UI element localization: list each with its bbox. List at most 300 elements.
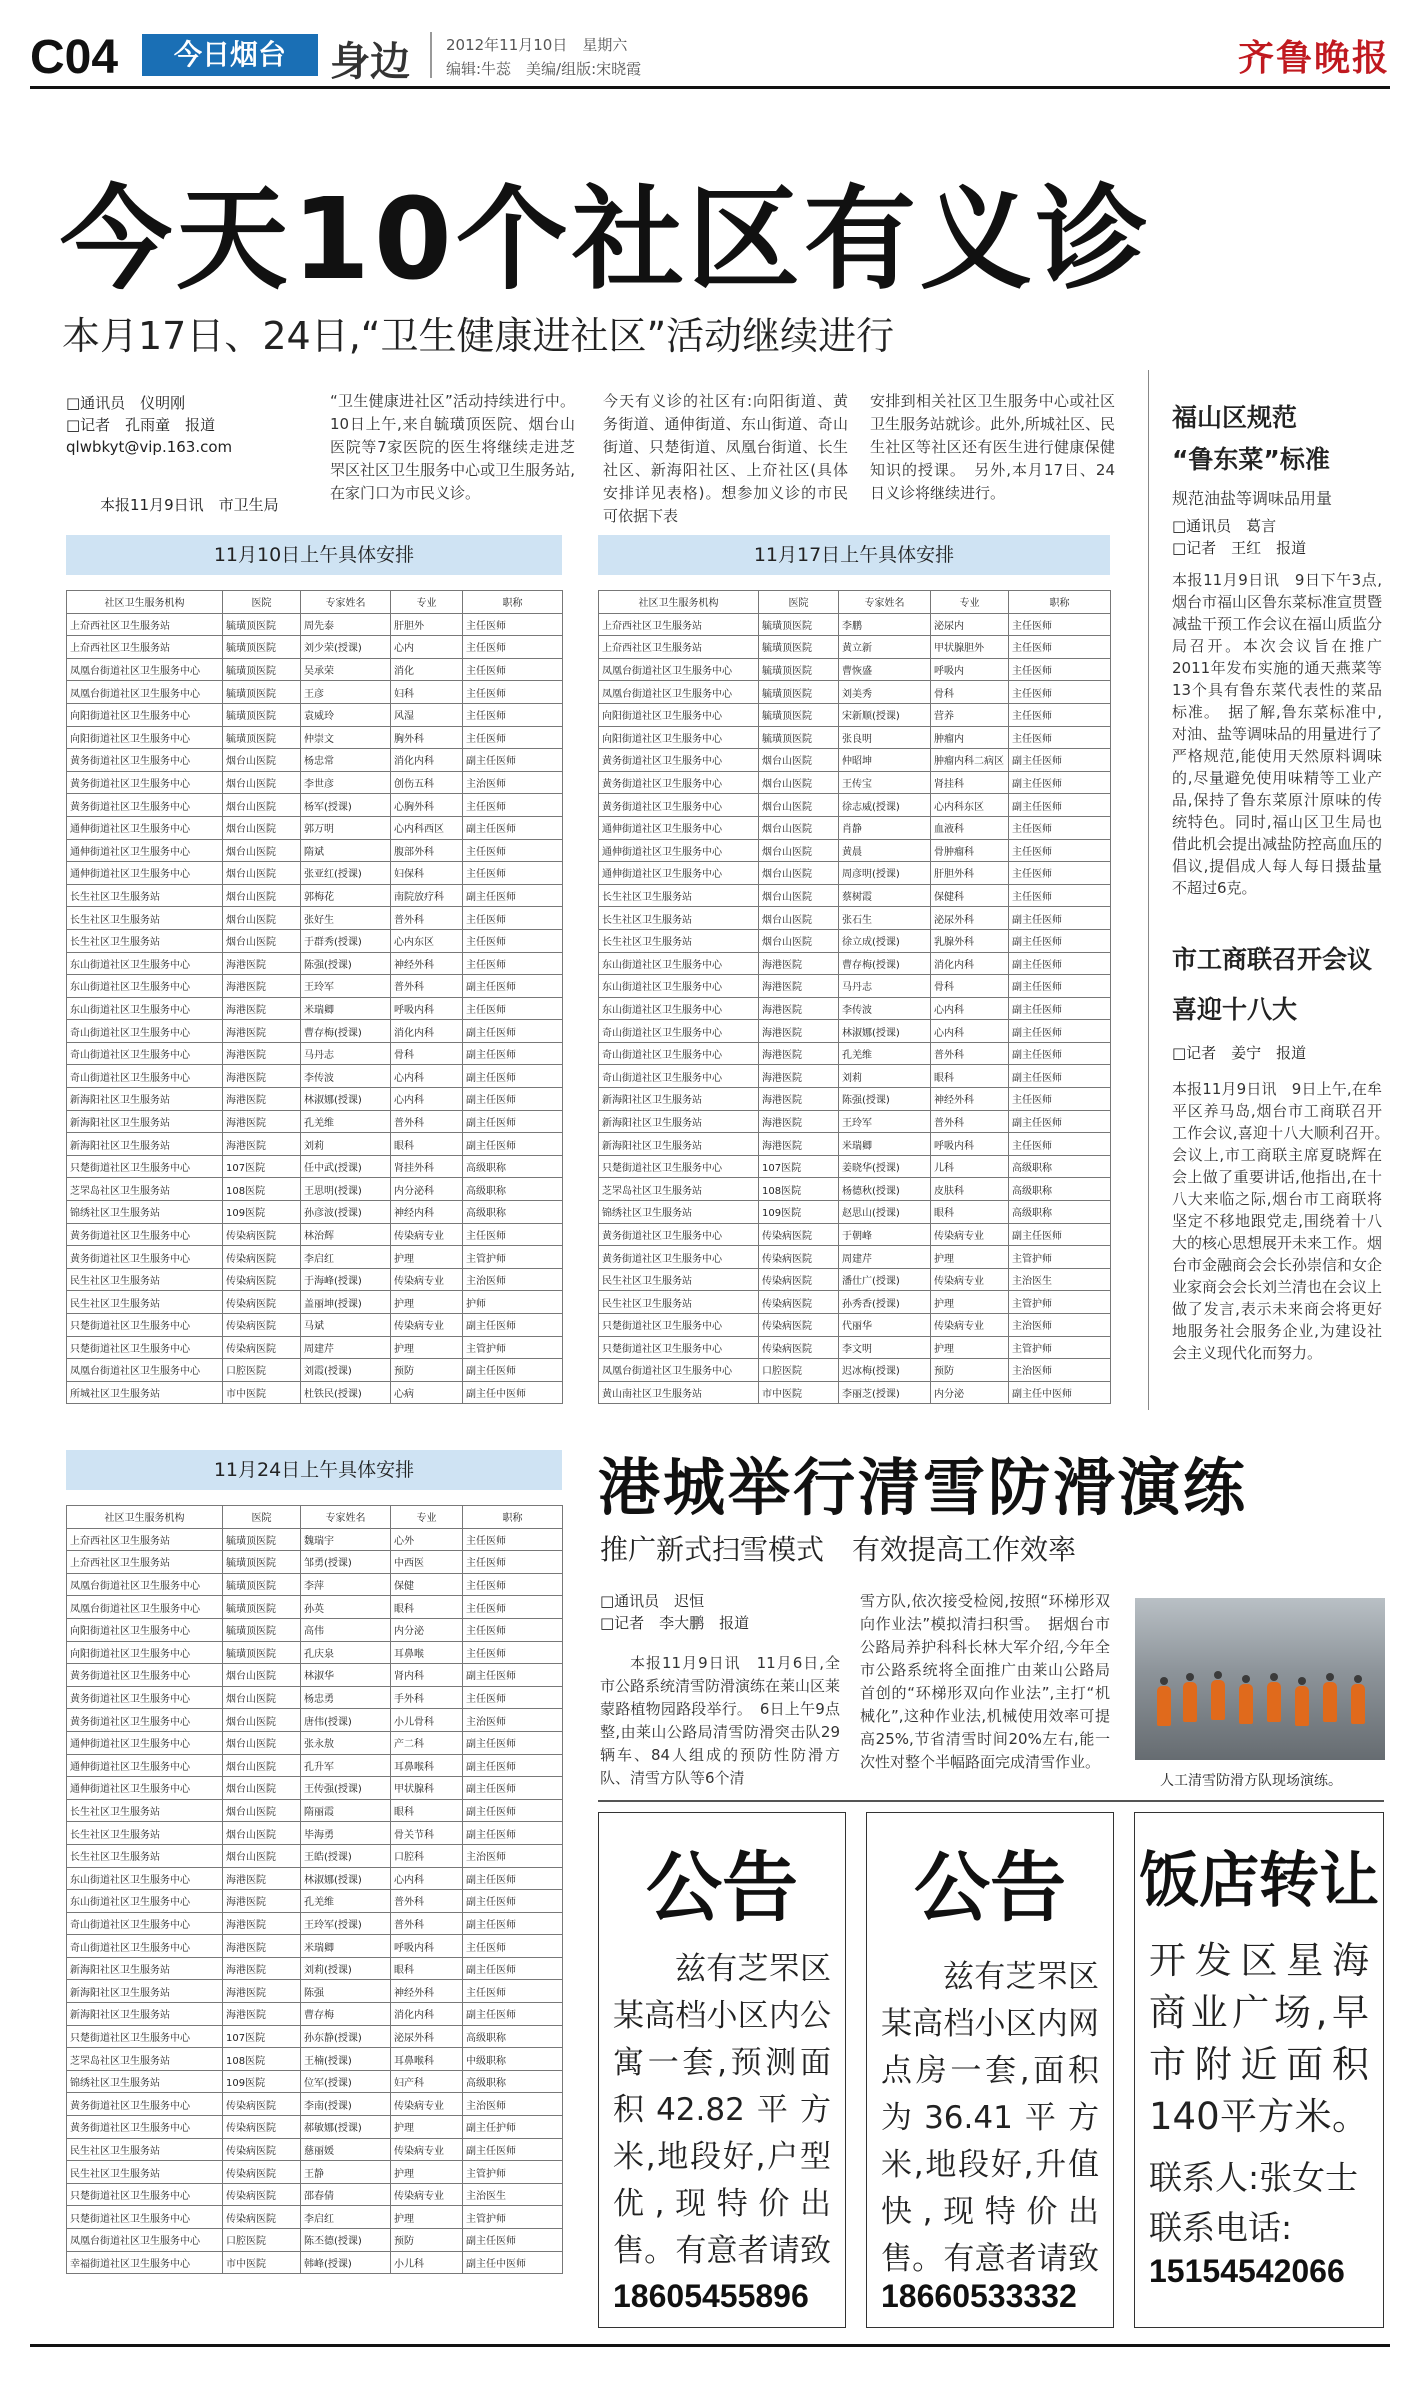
table-cell: 副主任中医师 bbox=[463, 2251, 563, 2274]
sidebar-byline: □记者 姜宁 报道 bbox=[1172, 1044, 1307, 1062]
table-cell: 向阳街道社区卫生服务中心 bbox=[599, 703, 759, 726]
column-header: 专家姓名 bbox=[839, 591, 931, 614]
table-cell: 甲状腺科 bbox=[391, 1777, 463, 1800]
table-cell: 奇山街道社区卫生服务中心 bbox=[599, 1042, 759, 1065]
sidebar-article-chamber bbox=[1172, 940, 1382, 1428]
table-row bbox=[67, 1618, 563, 1641]
table-cell: 主任医师 bbox=[463, 613, 563, 636]
table-cell: 传染病医院 bbox=[759, 1314, 839, 1337]
table-row bbox=[67, 1314, 563, 1337]
table-cell: 护理 bbox=[391, 1291, 463, 1314]
table-cell: 毓璜顶医院 bbox=[223, 1528, 301, 1551]
table-cell: 副主任医师 bbox=[463, 1664, 563, 1687]
table-cell: 传染病医院 bbox=[223, 2206, 301, 2229]
table-cell: 黄务街道社区卫生服务中心 bbox=[67, 771, 223, 794]
table-cell: 肝胆外科 bbox=[931, 862, 1009, 885]
table-cell: 108医院 bbox=[759, 1178, 839, 1201]
table-cell: 副主任医师 bbox=[1009, 997, 1111, 1020]
table-cell: 南院放疗科 bbox=[391, 884, 463, 907]
table-row bbox=[599, 636, 1111, 659]
table-cell: 肿瘤内科二病区 bbox=[931, 749, 1009, 772]
table-cell: 主任医师 bbox=[463, 1641, 563, 1664]
table-row bbox=[67, 2070, 563, 2093]
table-cell: 曹恢盛 bbox=[839, 658, 931, 681]
table-cell: 主任医师 bbox=[1009, 839, 1111, 862]
table-row bbox=[599, 1201, 1111, 1224]
table-cell: 吴承荣 bbox=[301, 658, 391, 681]
table-cell: 东山街道社区卫生服务中心 bbox=[67, 997, 223, 1020]
table-cell: 副主任中医师 bbox=[1009, 1381, 1111, 1404]
schedule-nov24-title: 11月24日上午具体安排 bbox=[66, 1450, 562, 1490]
snow-subheadline: 推广新式扫雪模式 有效提高工作效率 bbox=[600, 1533, 1077, 1566]
table-row bbox=[67, 1020, 563, 1043]
table-cell: 主任医师 bbox=[1009, 703, 1111, 726]
table-cell: 胸外科 bbox=[391, 726, 463, 749]
column-header: 社区卫生服务机构 bbox=[67, 591, 223, 614]
column-header: 专业 bbox=[391, 1506, 463, 1529]
table-cell: 王玲军 bbox=[839, 1110, 931, 1133]
table-cell: 黄务街道社区卫生服务中心 bbox=[67, 1223, 223, 1246]
table-cell: 主任医师 bbox=[463, 952, 563, 975]
sidebar-body: 本报11月9日讯 9日上午,在牟平区养马岛,烟台市工商联召开工作会议,喜迎十八大顺利召开。 会议上,市工商联主席夏晓辉在会上做了重要讲话,他指出,在十八大来临之际,烟台市工商联将坚定不移地跟党走,围绕着十八大的核心思想展开未来工作。烟台市金融商会会长孙崇信和女企业家商会会长刘兰清也在会议上做了发言,表示未来商会将更好地服务社会服务企业,为建设社会主义现代化而努力。 bbox=[1172, 1080, 1382, 1362]
table-cell: 新海阳社区卫生服务站 bbox=[67, 1110, 223, 1133]
table-cell: 黄务街道社区卫生服务中心 bbox=[599, 1223, 759, 1246]
table-cell: 东山街道社区卫生服务中心 bbox=[599, 952, 759, 975]
table-cell: 口腔医院 bbox=[759, 1359, 839, 1382]
table-row bbox=[599, 658, 1111, 681]
table-row bbox=[67, 1042, 563, 1065]
table-cell: 慈丽媛 bbox=[301, 2138, 391, 2161]
table-cell: 于海峰(授课) bbox=[301, 1268, 391, 1291]
table-cell: 幸福街道社区卫生服务中心 bbox=[67, 2251, 223, 2274]
table-cell: 所城社区卫生服务站 bbox=[67, 1381, 223, 1404]
table-row bbox=[67, 952, 563, 975]
table-row bbox=[599, 1314, 1111, 1337]
table-cell: 乳腺外科 bbox=[931, 929, 1009, 952]
table-cell: 唐伟(授课) bbox=[301, 1709, 391, 1732]
table-cell: 肾挂科 bbox=[931, 771, 1009, 794]
table-cell: 副主任医师 bbox=[463, 975, 563, 998]
table-cell: 通伸街道社区卫生服务中心 bbox=[67, 1777, 223, 1800]
table-cell: 泌尿内 bbox=[931, 613, 1009, 636]
ad-title: 公告 bbox=[914, 1843, 1066, 1932]
table-header-row bbox=[599, 591, 1111, 614]
table-row bbox=[599, 1133, 1111, 1156]
table-cell: 芝罘岛社区卫生服务站 bbox=[599, 1178, 759, 1201]
table-row bbox=[67, 1065, 563, 1088]
table-cell: 耳鼻喉 bbox=[391, 1641, 463, 1664]
table-cell: 儿科 bbox=[931, 1155, 1009, 1178]
byline-line: □记者 孔雨童 报道 bbox=[66, 416, 216, 434]
table-cell: 副主任医师 bbox=[463, 884, 563, 907]
table-cell: 烟台山医院 bbox=[223, 1709, 301, 1732]
table-cell: 主管护师 bbox=[463, 1336, 563, 1359]
table-cell: 眼科 bbox=[931, 1201, 1009, 1224]
table-cell: 毓璜顶医院 bbox=[223, 1551, 301, 1574]
table-row bbox=[599, 1268, 1111, 1291]
table-cell: 黄务街道社区卫生服务中心 bbox=[599, 749, 759, 772]
table-cell: 普外科 bbox=[931, 1110, 1009, 1133]
table-cell: 民生社区卫生服务站 bbox=[599, 1291, 759, 1314]
table-cell: 烟台山医院 bbox=[759, 839, 839, 862]
ad-title: 公告 bbox=[646, 1843, 798, 1932]
table-cell: 芝罘岛社区卫生服务站 bbox=[67, 1178, 223, 1201]
table-cell: 肝胆外 bbox=[391, 613, 463, 636]
table-cell: 烟台山医院 bbox=[759, 794, 839, 817]
table-cell: 传染病医院 bbox=[223, 1314, 301, 1337]
table-cell: 海港医院 bbox=[759, 1133, 839, 1156]
ad-phone: 18660533332 bbox=[881, 2278, 1077, 2314]
table-cell: 心内科 bbox=[931, 997, 1009, 1020]
table-row bbox=[67, 1291, 563, 1314]
table-row bbox=[67, 1178, 563, 1201]
table-cell: 主治医师 bbox=[1009, 1314, 1111, 1337]
table-cell: 东山街道社区卫生服务中心 bbox=[67, 975, 223, 998]
table-cell: 传染病医院 bbox=[223, 1223, 301, 1246]
table-row bbox=[599, 1065, 1111, 1088]
table-cell: 毓璜顶医院 bbox=[223, 1618, 301, 1641]
table-cell: 海港医院 bbox=[223, 997, 301, 1020]
table-cell: 凤凰台街道社区卫生服务中心 bbox=[67, 1573, 223, 1596]
table-cell: 黄务街道社区卫生服务中心 bbox=[67, 794, 223, 817]
table-cell: 烟台山医院 bbox=[223, 816, 301, 839]
table-cell: 传染病医院 bbox=[223, 2116, 301, 2139]
table-cell: 通伸街道社区卫生服务中心 bbox=[599, 839, 759, 862]
table-cell: 孙东静(授课) bbox=[301, 2025, 391, 2048]
table-cell: 107医院 bbox=[759, 1155, 839, 1178]
table-cell: 黄务街道社区卫生服务中心 bbox=[67, 1709, 223, 1732]
table-cell: 109医院 bbox=[223, 2070, 301, 2093]
table-cell: 长生社区卫生服务站 bbox=[67, 907, 223, 930]
table-cell: 烟台山医院 bbox=[223, 1731, 301, 1754]
table-cell: 护师 bbox=[463, 1291, 563, 1314]
table-cell: 海港医院 bbox=[223, 975, 301, 998]
table-cell: 新海阳社区卫生服务站 bbox=[67, 1957, 223, 1980]
table-row bbox=[67, 2206, 563, 2229]
table-cell: 民生社区卫生服务站 bbox=[599, 1268, 759, 1291]
table-cell: 传染病专业 bbox=[391, 2138, 463, 2161]
column-header: 专业 bbox=[931, 591, 1009, 614]
column-header: 专业 bbox=[391, 591, 463, 614]
table-cell: 上夼西社区卫生服务站 bbox=[599, 636, 759, 659]
table-cell: 烟台山医院 bbox=[223, 1664, 301, 1687]
table-cell: 海港医院 bbox=[759, 1065, 839, 1088]
table-cell: 副主任医师 bbox=[1009, 1110, 1111, 1133]
page-number: C04 bbox=[30, 31, 119, 84]
table-cell: 眼科 bbox=[931, 1065, 1009, 1088]
table-cell: 东山街道社区卫生服务中心 bbox=[599, 997, 759, 1020]
sidebar-headline: 市工商联召开会议 bbox=[1172, 945, 1373, 974]
table-cell: 主任医师 bbox=[1009, 816, 1111, 839]
table-cell: 通伸街道社区卫生服务中心 bbox=[67, 1754, 223, 1777]
table-cell: 保健 bbox=[391, 1573, 463, 1596]
table-cell: 锦绣社区卫生服务站 bbox=[67, 2070, 223, 2093]
table-cell: 韩峰(授课) bbox=[301, 2251, 391, 2274]
table-cell: 只楚街道社区卫生服务中心 bbox=[599, 1314, 759, 1337]
snow-drill-photo bbox=[1135, 1598, 1385, 1760]
table-cell: 护理 bbox=[931, 1246, 1009, 1269]
table-cell: 副主任医师 bbox=[463, 1754, 563, 1777]
table-cell: 心内科东区 bbox=[931, 794, 1009, 817]
table-cell: 邹勇(授课) bbox=[301, 1551, 391, 1574]
sidebar-headline: 喜迎十八大 bbox=[1172, 995, 1298, 1024]
table-cell: 传染病医院 bbox=[223, 1268, 301, 1291]
table-cell: 肿瘤内 bbox=[931, 726, 1009, 749]
table-cell: 呼吸内科 bbox=[391, 1935, 463, 1958]
table-row bbox=[599, 816, 1111, 839]
table-cell: 烟台山医院 bbox=[759, 862, 839, 885]
table-row bbox=[67, 2229, 563, 2252]
table-cell: 蔡树霞 bbox=[839, 884, 931, 907]
table-cell: 副主任医师 bbox=[463, 1799, 563, 1822]
table-row bbox=[67, 1596, 563, 1619]
table-row bbox=[599, 1291, 1111, 1314]
table-cell: 李南(授课) bbox=[301, 2093, 391, 2116]
section-badge: 今日烟台 bbox=[142, 34, 318, 76]
table-cell: 于朝峰 bbox=[839, 1223, 931, 1246]
table-cell: 传染病专业 bbox=[391, 2093, 463, 2116]
table-cell: 奇山街道社区卫生服务中心 bbox=[67, 1912, 223, 1935]
table-cell: 主管护师 bbox=[1009, 1246, 1111, 1269]
table-row bbox=[67, 1359, 563, 1382]
table-row bbox=[67, 907, 563, 930]
table-row bbox=[67, 1980, 563, 2003]
table-cell: 黄立新 bbox=[839, 636, 931, 659]
column-header: 医院 bbox=[759, 591, 839, 614]
table-row bbox=[67, 2048, 563, 2071]
sidebar-byline: □通讯员 葛言 bbox=[1172, 517, 1277, 535]
table-cell: 长生社区卫生服务站 bbox=[67, 1844, 223, 1867]
table-cell: 凤凰台街道社区卫生服务中心 bbox=[67, 1596, 223, 1619]
table-row bbox=[67, 658, 563, 681]
table-cell: 张良明 bbox=[839, 726, 931, 749]
table-cell: 海港医院 bbox=[223, 1957, 301, 1980]
table-cell: 妇产科 bbox=[391, 2070, 463, 2093]
table-cell: 烟台山医院 bbox=[223, 929, 301, 952]
table-cell: 口腔医院 bbox=[223, 2229, 301, 2252]
table-cell: 海港医院 bbox=[223, 1110, 301, 1133]
table-cell: 主管护师 bbox=[463, 2206, 563, 2229]
table-cell: 副主任医师 bbox=[463, 1912, 563, 1935]
table-cell: 消化 bbox=[391, 658, 463, 681]
table-cell: 副主任医师 bbox=[1009, 771, 1111, 794]
table-row bbox=[67, 1201, 563, 1224]
table-cell: 耳鼻喉科 bbox=[391, 2048, 463, 2071]
table-row bbox=[67, 2251, 563, 2274]
table-cell: 锦绣社区卫生服务站 bbox=[599, 1201, 759, 1224]
table-cell: 奇山街道社区卫生服务中心 bbox=[67, 1042, 223, 1065]
table-row bbox=[67, 681, 563, 704]
table-cell: 心内东区 bbox=[391, 929, 463, 952]
table-cell: 主任医师 bbox=[463, 1980, 563, 2003]
main-subheadline: 本月17日、24日,“卫生健康进社区”活动继续进行 bbox=[62, 314, 895, 358]
schedule-nov17-title: 11月17日上午具体安排 bbox=[598, 535, 1110, 575]
schedule-nov10-title: 11月10日上午具体安排 bbox=[66, 535, 562, 575]
table-cell: 主管护师 bbox=[1009, 1336, 1111, 1359]
table-cell: 眼科 bbox=[391, 1957, 463, 1980]
table-cell: 副主任医师 bbox=[463, 2229, 563, 2252]
table-cell: 马斌 bbox=[301, 1314, 391, 1337]
table-cell: 长生社区卫生服务站 bbox=[67, 1799, 223, 1822]
table-cell: 主任医师 bbox=[1009, 613, 1111, 636]
table-cell: 毓璜顶医院 bbox=[759, 636, 839, 659]
table-cell: 烟台山医院 bbox=[223, 839, 301, 862]
column-divider bbox=[1148, 370, 1149, 1410]
table-cell: 主任医师 bbox=[463, 1935, 563, 1958]
table-cell: 产二科 bbox=[391, 1731, 463, 1754]
table-cell: 骨科 bbox=[931, 681, 1009, 704]
table-cell: 市中医院 bbox=[759, 1381, 839, 1404]
table-cell: 王思明(授课) bbox=[301, 1178, 391, 1201]
table-row bbox=[67, 749, 563, 772]
table-cell: 副主任医师 bbox=[463, 1133, 563, 1156]
table-cell: 眼科 bbox=[391, 1799, 463, 1822]
table-cell: 海港医院 bbox=[223, 1867, 301, 1890]
table-row bbox=[67, 1935, 563, 1958]
table-cell: 东山街道社区卫生服务中心 bbox=[67, 1867, 223, 1890]
table-cell: 烟台山医院 bbox=[759, 749, 839, 772]
table-cell: 只楚街道社区卫生服务中心 bbox=[67, 1155, 223, 1178]
table-cell: 主治医师 bbox=[463, 1844, 563, 1867]
table-row bbox=[67, 1336, 563, 1359]
table-cell: 毓璜顶医院 bbox=[223, 703, 301, 726]
ad-shop bbox=[866, 1812, 1114, 2328]
table-row bbox=[599, 1381, 1111, 1404]
table-cell: 副主任医师 bbox=[1009, 794, 1111, 817]
table-cell: 烟台山医院 bbox=[223, 749, 301, 772]
table-row bbox=[67, 613, 563, 636]
table-cell: 王皓(授课) bbox=[301, 1844, 391, 1867]
table-cell: 刘霞(授课) bbox=[301, 1359, 391, 1382]
table-cell: 通伸街道社区卫生服务中心 bbox=[67, 816, 223, 839]
table-cell: 中级职称 bbox=[463, 2048, 563, 2071]
table-cell: 口腔科 bbox=[391, 1844, 463, 1867]
table-cell: 肾内科 bbox=[391, 1664, 463, 1687]
table-cell: 黄晨 bbox=[839, 839, 931, 862]
byline-line: □记者 李大鹏 报道 bbox=[600, 1614, 750, 1632]
column-header: 医院 bbox=[223, 591, 301, 614]
table-cell: 肖静 bbox=[839, 816, 931, 839]
table-cell: 毓璜顶医院 bbox=[223, 1596, 301, 1619]
table-cell: 徐立成(授课) bbox=[839, 929, 931, 952]
table-cell: 烟台山医院 bbox=[759, 907, 839, 930]
table-cell: 烟台山医院 bbox=[223, 1844, 301, 1867]
table-cell: 上夼西社区卫生服务站 bbox=[67, 613, 223, 636]
snow-article-col2: 雪方队,依次接受检阅,按照“环梯形双向作业法”模拟清扫积雪。 据烟台市公路局养护科科长林大军介绍,今年全市公路系统将全面推广由莱山公路局首创的“环梯形双向作业法”,主打“机械化”,这种作业法,机械使用效率可提高25%,节省清雪时间20%左右,能一次性对整个半幅路面完成清雪作业。 bbox=[860, 1592, 1110, 1771]
main-dateline: 本报11月9日讯 市卫生局 bbox=[100, 496, 279, 514]
table-cell: 通伸街道社区卫生服务中心 bbox=[599, 862, 759, 885]
table-cell: 主治医生 bbox=[1009, 1268, 1111, 1291]
table-cell: 刘莉 bbox=[301, 1133, 391, 1156]
table-cell: 李启红 bbox=[301, 2206, 391, 2229]
table-cell: 主任医师 bbox=[1009, 1088, 1111, 1111]
table-row bbox=[67, 726, 563, 749]
table-cell: 通伸街道社区卫生服务中心 bbox=[67, 862, 223, 885]
table-row bbox=[599, 1178, 1111, 1201]
table-row bbox=[67, 1110, 563, 1133]
table-row bbox=[67, 1777, 563, 1800]
table-cell: 毓璜顶医院 bbox=[759, 613, 839, 636]
table-cell: 副主任医师 bbox=[463, 1314, 563, 1337]
table-cell: 只楚街道社区卫生服务中心 bbox=[599, 1155, 759, 1178]
photo-figure bbox=[1323, 1682, 1337, 1722]
photo-caption: 人工清雪防滑方队现场演练。 bbox=[1160, 1773, 1342, 1789]
table-cell: 海港医院 bbox=[223, 1065, 301, 1088]
table-cell: 孔羌维 bbox=[301, 1110, 391, 1133]
table-cell: 于群秀(授课) bbox=[301, 929, 391, 952]
table-cell: 孔羌维 bbox=[839, 1042, 931, 1065]
table-cell: 王传强(授课) bbox=[301, 1777, 391, 1800]
table-cell: 主任医师 bbox=[463, 1528, 563, 1551]
table-cell: 烟台山医院 bbox=[223, 1822, 301, 1845]
table-cell: 锦绣社区卫生服务站 bbox=[67, 1201, 223, 1224]
table-cell: 通伸街道社区卫生服务中心 bbox=[67, 1731, 223, 1754]
table-cell: 民生社区卫生服务站 bbox=[67, 1291, 223, 1314]
table-row bbox=[599, 997, 1111, 1020]
table-cell: 邵春倩 bbox=[301, 2183, 391, 2206]
table-cell: 普外科 bbox=[391, 1890, 463, 1913]
footer-rule bbox=[30, 2344, 1390, 2347]
table-cell: 海港医院 bbox=[223, 1890, 301, 1913]
table-cell: 王玲军 bbox=[301, 975, 391, 998]
table-cell: 消化内科 bbox=[931, 952, 1009, 975]
table-cell: 高级职称 bbox=[463, 2070, 563, 2093]
table-cell: 108医院 bbox=[223, 2048, 301, 2071]
table-cell: 海港医院 bbox=[759, 1020, 839, 1043]
table-cell: 毓璜顶医院 bbox=[759, 726, 839, 749]
table-cell: 林淑娜(授课) bbox=[301, 1867, 391, 1890]
table-cell: 毓璜顶医院 bbox=[223, 1641, 301, 1664]
table-cell: 凤凰台街道社区卫生服务中心 bbox=[599, 681, 759, 704]
table-cell: 林治辉 bbox=[301, 1223, 391, 1246]
table-row bbox=[67, 2116, 563, 2139]
table-cell: 仲崇文 bbox=[301, 726, 391, 749]
table-cell: 陈强 bbox=[301, 1980, 391, 2003]
main-article-col2: 今天有义诊的社区有:向阳街道、黄务街道、通伸街道、东山街道、奇山街道、只楚街道、凤凰台街道、长生社区、新海阳社区、上夼社区(具体安排详见表格)。想参加义诊的市民可依据下表 bbox=[603, 392, 848, 525]
table-cell: 护理 bbox=[931, 1291, 1009, 1314]
table-cell: 王玲军(授课) bbox=[301, 1912, 391, 1935]
table-cell: 主任医师 bbox=[1009, 1133, 1111, 1156]
table-cell: 东山街道社区卫生服务中心 bbox=[67, 952, 223, 975]
table-cell: 海港医院 bbox=[759, 1088, 839, 1111]
table-cell: 马丹志 bbox=[839, 975, 931, 998]
table-row bbox=[67, 1641, 563, 1664]
table-cell: 林淑娜(授课) bbox=[301, 1088, 391, 1111]
table-row bbox=[599, 1020, 1111, 1043]
ad-apartment bbox=[598, 1812, 846, 2328]
table-cell: 烟台山医院 bbox=[223, 1799, 301, 1822]
editor-line: 编辑:牛蕊 美编/组版:宋晓霞 bbox=[446, 60, 642, 78]
table-cell: 骨科 bbox=[391, 1042, 463, 1065]
table-cell: 烟台山医院 bbox=[223, 1754, 301, 1777]
byline-line: □通讯员 仪明刚 bbox=[66, 394, 186, 412]
table-cell: 孙英 bbox=[301, 1596, 391, 1619]
table-cell: 主治医师 bbox=[463, 771, 563, 794]
table-row bbox=[67, 816, 563, 839]
table-cell: 骨关节科 bbox=[391, 1822, 463, 1845]
table-cell: 预防 bbox=[931, 1359, 1009, 1382]
table-cell: 烟台山医院 bbox=[223, 771, 301, 794]
table-cell: 代丽华 bbox=[839, 1314, 931, 1337]
column-header: 专家姓名 bbox=[301, 1506, 391, 1529]
table-row bbox=[599, 907, 1111, 930]
table-cell: 骨科 bbox=[931, 975, 1009, 998]
table-cell: 副主任医师 bbox=[463, 1731, 563, 1754]
table-row bbox=[67, 1133, 563, 1156]
table-cell: 传染病医院 bbox=[223, 1291, 301, 1314]
table-cell: 隋斌 bbox=[301, 839, 391, 862]
table-cell: 通伸街道社区卫生服务中心 bbox=[67, 839, 223, 862]
